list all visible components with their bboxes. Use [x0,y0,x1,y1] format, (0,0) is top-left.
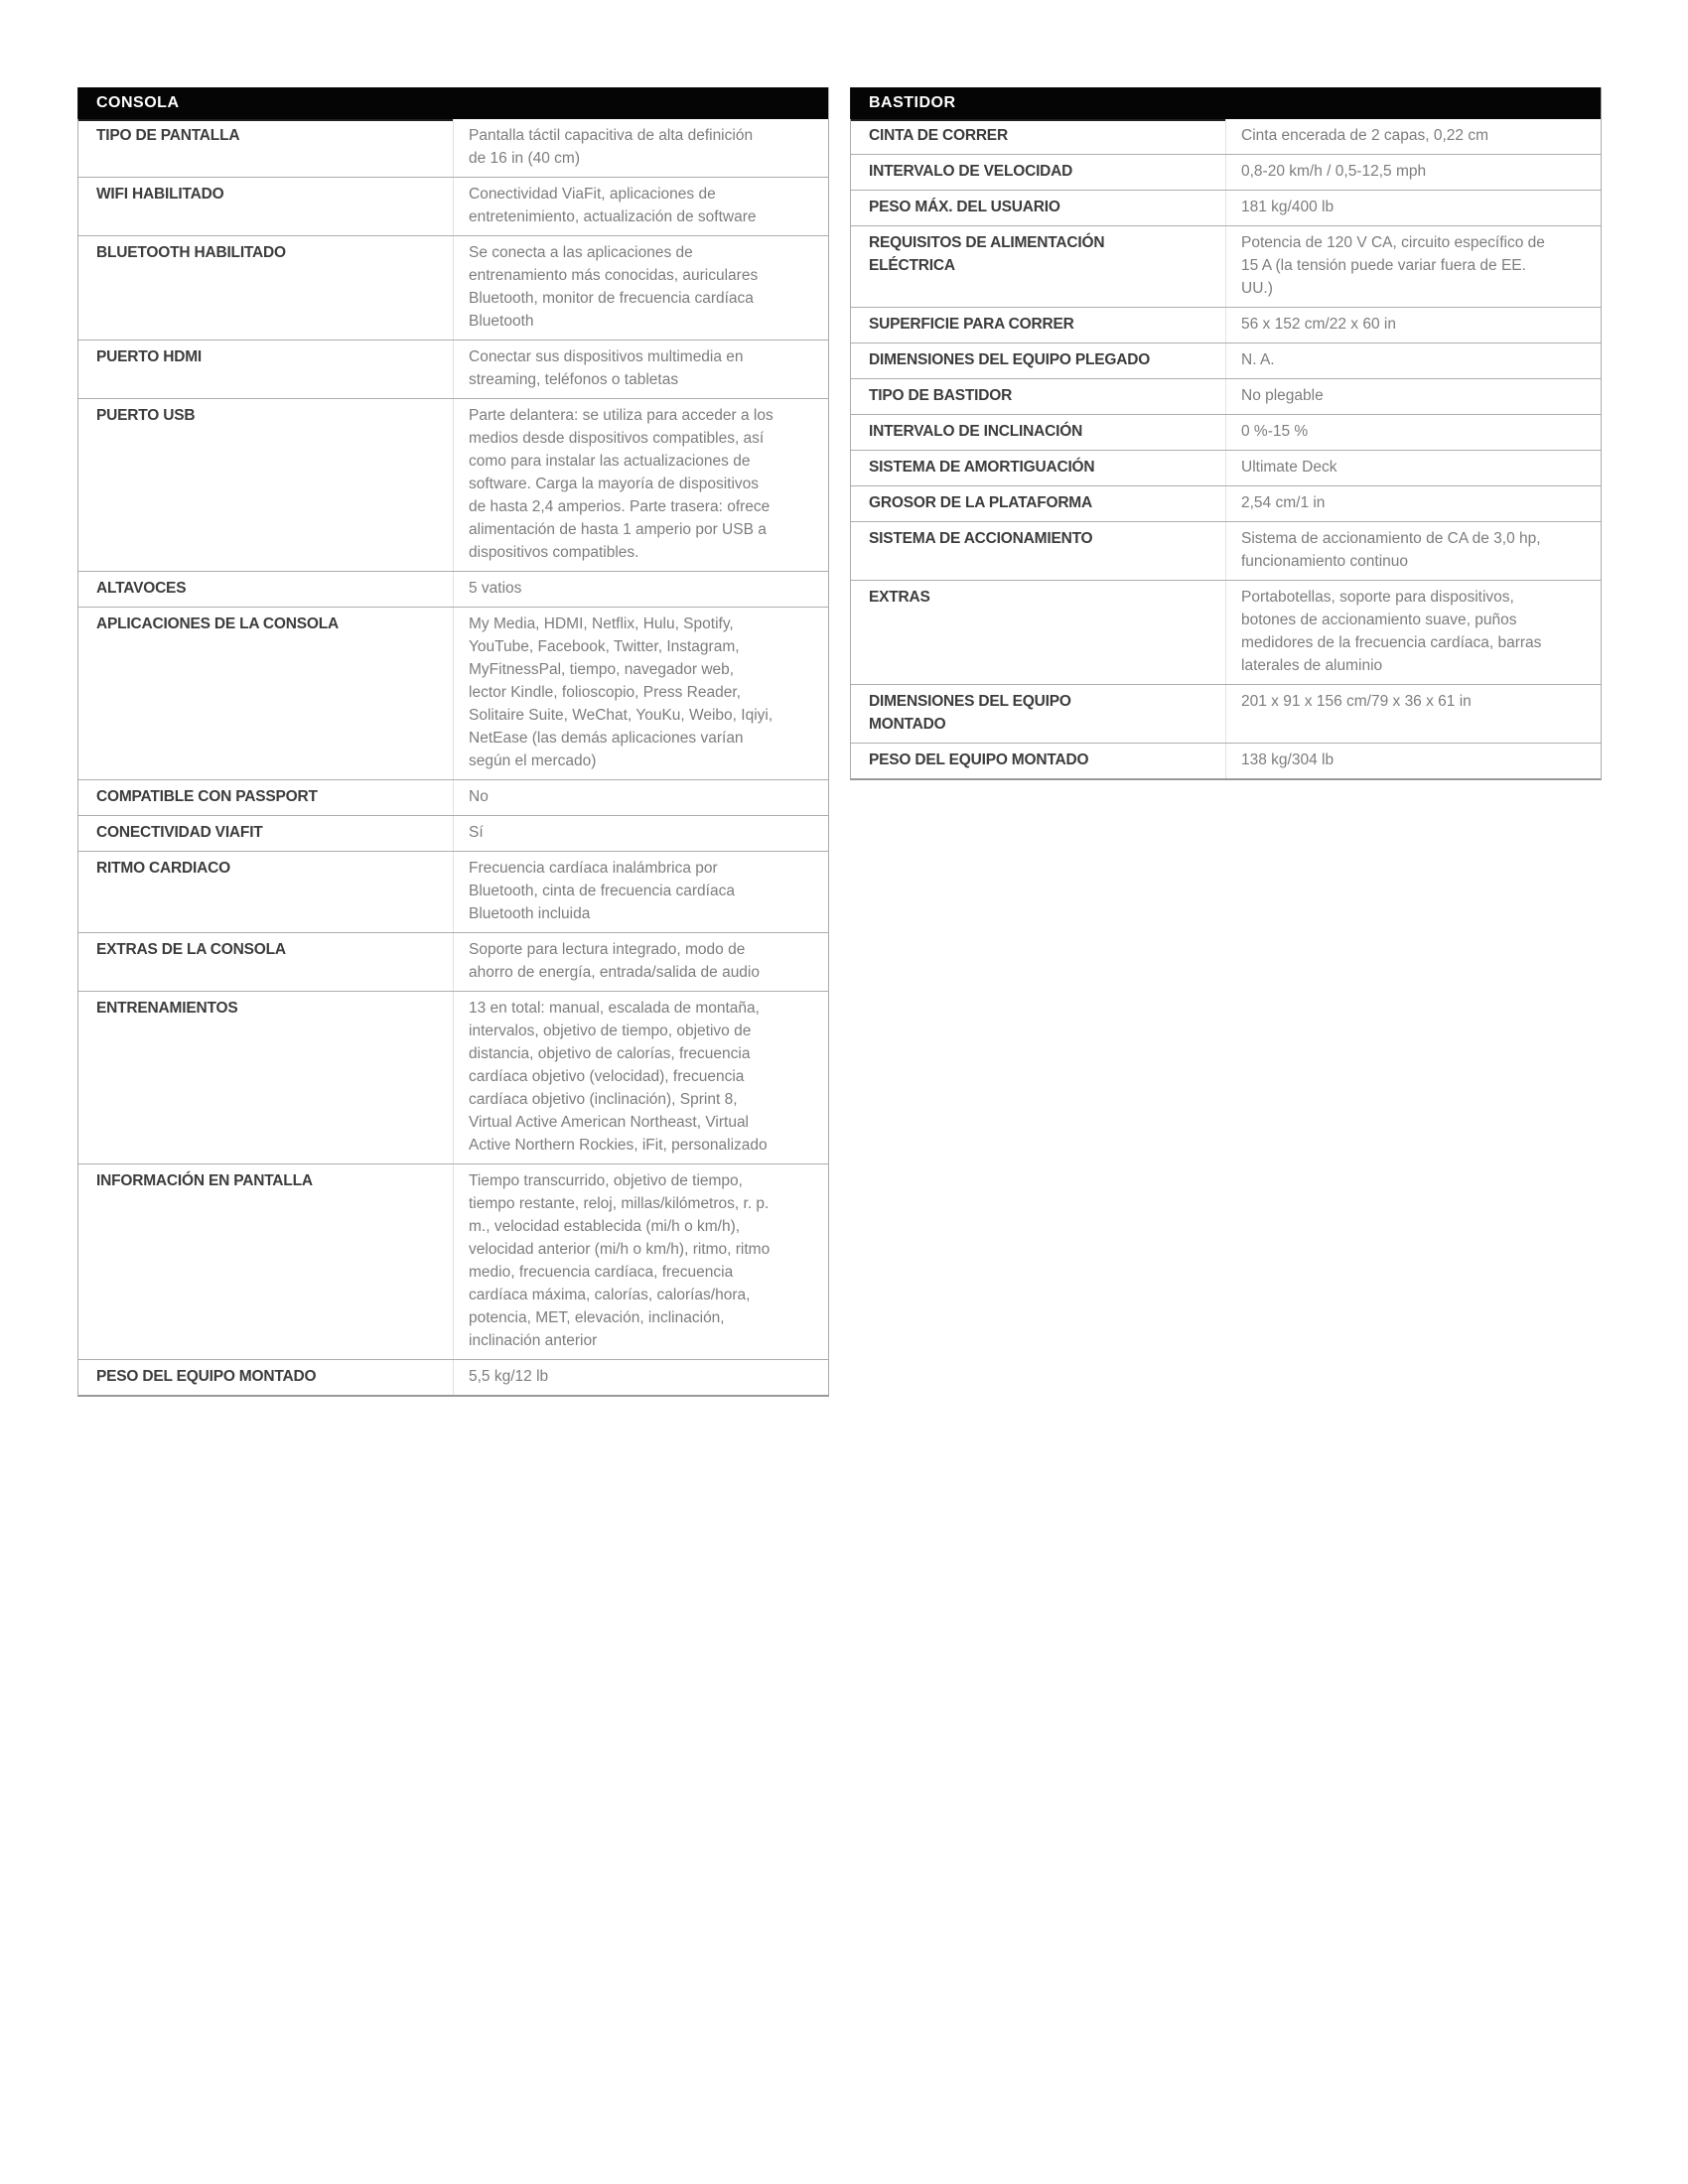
spec-row [78,177,828,235]
bastidor-table [850,87,1602,780]
spec-label: CINTA DE CORRER [869,127,1008,144]
spec-label: INTERVALO DE INCLINACIÓN [869,423,1083,440]
spec-value: 2,54 cm/1 in [1225,486,1601,521]
spec-label: PESO MÁX. DEL USUARIO [869,199,1060,215]
spec-value: Potencia de 120 V CA, circuito específico de 15 A (la tensión puede variar fuera de EE. UU.) [1225,226,1601,307]
spec-row [851,684,1601,743]
spec-value: Frecuencia cardíaca inalámbrica por Bluetooth, cinta de frecuencia cardíaca Bluetooth incluida [453,852,828,932]
spec-label: INFORMACIÓN EN PANTALLA [96,1172,313,1189]
spec-value: 138 kg/304 lb [1225,744,1601,778]
spec-label: ENTRENAMIENTOS [96,1000,238,1017]
spec-value: Parte delantera: se utiliza para acceder a los medios desde dispositivos compatibles, así como para instalar las actualizaciones de software. Carga la mayoría de dispositivos de hasta 2,4 amperios. Parte trasera: ofrece alimentación de hasta 1 amperio por USB a dispositivos compatibles. [453,399,828,571]
spec-label: BLUETOOTH HABILITADO [96,244,286,261]
spec-tables-container [77,87,1602,1397]
spec-row [851,485,1601,521]
spec-row [78,815,828,851]
spec-value: Conectar sus dispositivos multimedia en streaming, teléfonos o tabletas [453,341,828,398]
spec-row [851,743,1601,778]
spec-row [78,235,828,340]
spec-value: Se conecta a las aplicaciones de entrenamiento más conocidas, auriculares Bluetooth, monitor de frecuencia cardíaca Bluetooth [453,236,828,340]
spec-row [78,932,828,991]
spec-value: 181 kg/400 lb [1225,191,1601,225]
spec-row [851,378,1601,414]
spec-label: SUPERFICIE PARA CORRER [869,316,1074,333]
spec-row [78,607,828,779]
spec-label: DIMENSIONES DEL EQUIPO PLEGADO [869,351,1151,368]
spec-label: PUERTO USB [96,407,196,424]
consola-table-body [78,119,828,1395]
spec-label: SISTEMA DE ACCIONAMIENTO [869,530,1093,547]
spec-row [78,1163,828,1359]
spec-label: PUERTO HDMI [96,348,203,365]
spec-label: EXTRAS [869,589,930,606]
spec-row [851,119,1601,154]
spec-row [78,340,828,398]
spec-row [851,307,1601,342]
spec-row [851,450,1601,485]
spec-value: Sistema de accionamiento de CA de 3,0 hp, funcionamiento continuo [1225,522,1601,580]
spec-label: ALTAVOCES [96,580,187,597]
spec-label: PESO DEL EQUIPO MONTADO [869,751,1089,768]
spec-label: EXTRAS DE LA CONSOLA [96,941,286,958]
spec-value: 0,8-20 km/h / 0,5-12,5 mph [1225,155,1601,190]
spec-value: Portabotellas, soporte para dispositivos, botones de accionamiento suave, puños medidores de la frecuencia cardíaca, barras laterales de aluminio [1225,581,1601,684]
spec-value: Sí [453,816,828,851]
spec-value: Tiempo transcurrido, objetivo de tiempo, tiempo restante, reloj, millas/kilómetros, r. p. m., velocidad establecida (mi/h o km/h), velocidad anterior (mi/h o km/h), ritmo, ritmo medio, frecuencia cardíaca, frecuencia cardíaca máxima, calorías, calorías/hora, potencia, MET, elevación, inclinación, inclinación anterior [453,1164,828,1359]
spec-row [78,119,828,177]
spec-row [851,342,1601,378]
spec-value: Conectividad ViaFit, aplicaciones de entretenimiento, actualización de software [453,178,828,235]
spec-label: REQUISITOS DE ALIMENTACIÓN ELÉCTRICA [869,234,1105,274]
spec-row [851,414,1601,450]
spec-value: 5 vatios [453,572,828,607]
spec-row [851,190,1601,225]
bastidor-table-header [851,87,1601,119]
spec-value: My Media, HDMI, Netflix, Hulu, Spotify, YouTube, Facebook, Twitter, Instagram, MyFitnessPal, tiempo, navegador web, lector Kindle, folioscopio, Press Reader, Solitaire Suite, WeChat, YouKu, Weibo, Iqiyi, NetEase (las demás aplicaciones varían según el mercado) [453,608,828,779]
spec-row [78,398,828,571]
bastidor-table-body [851,119,1601,778]
spec-row [78,851,828,932]
spec-label: INTERVALO DE VELOCIDAD [869,163,1073,180]
spec-row [78,779,828,815]
spec-value: 13 en total: manual, escalada de montaña, intervalos, objetivo de tiempo, objetivo de distancia, objetivo de calorías, frecuencia cardíaca objetivo (velocidad), frecuencia cardíaca objetivo (inclinación), Sprint 8, Virtual Active American Northeast, Virtual Active Northern Rockies, iFit, personalizado [453,992,828,1163]
spec-label: APLICACIONES DE LA CONSOLA [96,615,339,632]
spec-label: TIPO DE PANTALLA [96,127,240,144]
spec-value: 0 %-15 % [1225,415,1601,450]
spec-value: Ultimate Deck [1225,451,1601,485]
spec-label: CONECTIVIDAD VIAFIT [96,824,263,841]
consola-table [77,87,829,1397]
spec-value: No plegable [1225,379,1601,414]
bastidor-table-title: BASTIDOR [869,94,956,111]
spec-label: SISTEMA DE AMORTIGUACIÓN [869,459,1095,476]
consola-table-title: CONSOLA [96,94,180,111]
spec-row [851,521,1601,580]
spec-row [851,225,1601,307]
spec-label: TIPO DE BASTIDOR [869,387,1013,404]
spec-label: PESO DEL EQUIPO MONTADO [96,1368,317,1385]
spec-value: N. A. [1225,343,1601,378]
spec-row [78,991,828,1163]
spec-value: 201 x 91 x 156 cm/79 x 36 x 61 in [1225,685,1601,743]
spec-label: WIFI HABILITADO [96,186,224,203]
spec-row [78,1359,828,1395]
spec-value: Cinta encerada de 2 capas, 0,22 cm [1225,119,1601,154]
spec-label: DIMENSIONES DEL EQUIPO MONTADO [869,693,1071,733]
spec-label: COMPATIBLE CON PASSPORT [96,788,318,805]
spec-label: RITMO CARDIACO [96,860,230,877]
spec-row [78,571,828,607]
consola-table-header [78,87,828,119]
spec-label: GROSOR DE LA PLATAFORMA [869,494,1093,511]
spec-value: No [453,780,828,815]
spec-value: Pantalla táctil capacitiva de alta definición de 16 in (40 cm) [453,119,828,177]
spec-row [851,154,1601,190]
spec-value: 56 x 152 cm/22 x 60 in [1225,308,1601,342]
spec-value: 5,5 kg/12 lb [453,1360,828,1395]
spec-value: Soporte para lectura integrado, modo de ahorro de energía, entrada/salida de audio [453,933,828,991]
spec-row [851,580,1601,684]
